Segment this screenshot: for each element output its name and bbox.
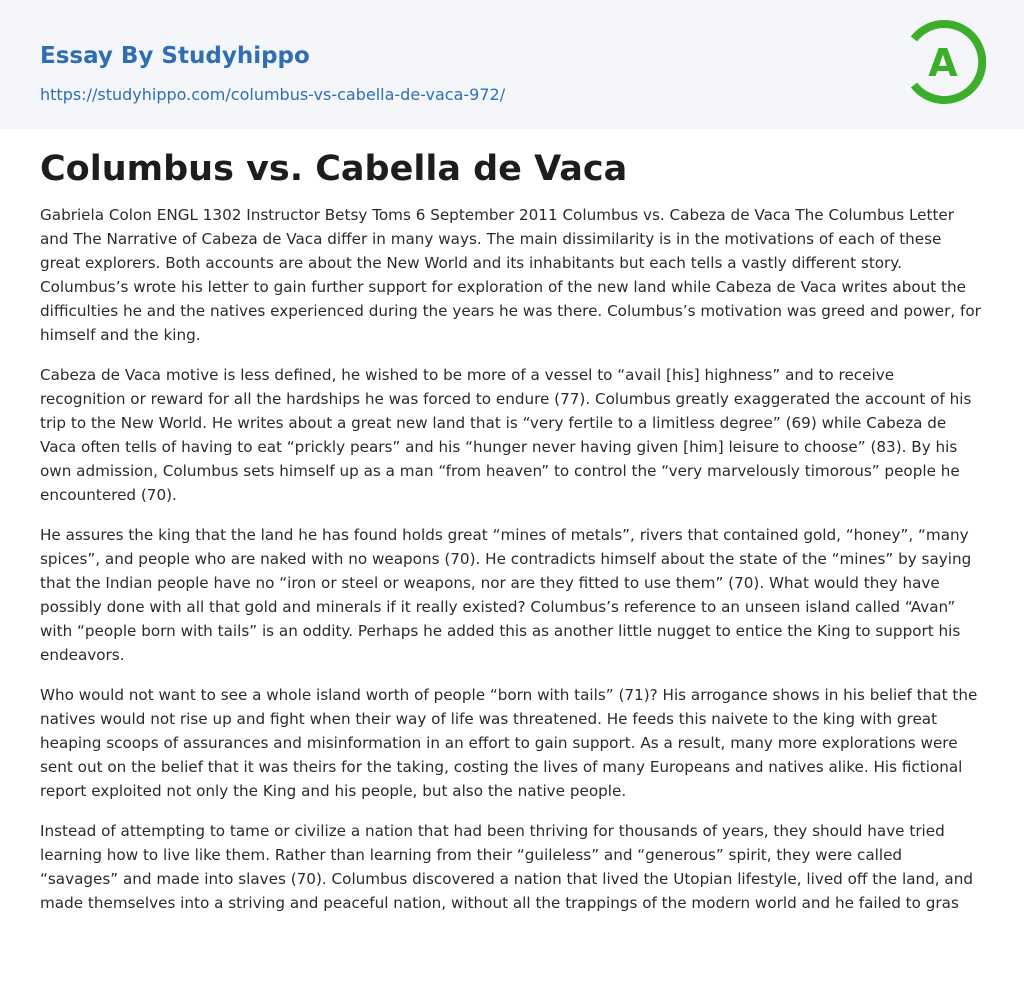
studyhippo-logo-icon[interactable]	[900, 19, 986, 105]
paragraph-4: Who would not want to see a whole island worth of people “born with tails” (71)? His arrogance shows in his belief that the natives would not rise up and fight when their way of life was threatened. He feeds this naivete to the king with great heaping scoops of assurances and misinformation in an effort to gain support. As a result, many more explorations were sent out on the belief that it was theirs for the taking, costing the lives of many Europeans and natives alike. His fictional report exploited not only the King and his people, but also the native people.	[40, 686, 978, 800]
paragraph-5: Instead of attempting to tame or civilize a nation that had been thriving for thousands of years, they should have tried learning how to live like them. Rather than learning from their “guileless” and “generous” spirit, they were called “savages” and made into slaves (70). Columbus discovered a nation that lived the Utopian lifestyle, lived off the land, and made themselves into a striving and peaceful nation, without all the trappings of the modern world and he failed to gras	[40, 822, 973, 912]
site-brand: Essay By Studyhippo	[40, 43, 310, 69]
article	[0, 147, 1024, 915]
article-title: Columbus vs. Cabella de Vaca	[40, 149, 628, 189]
paragraph-3: He assures the king that the land he has found holds great “mines of metals”, rivers that contained gold, “honey”, “many spices”, and people who are naked with no weapons (70). He contradicts himself about the state of the “mines” by saying that the Indian people have no “iron or steel or weapons, nor are they fitted to use them” (70). What would they have possibly done with all that gold and minerals if it really existed? Columbus’s reference to an unseen island called “Avan” with “people born with tails” is an oddity. Perhaps he added this as another little nugget to entice the King to support his endeavors.	[40, 526, 972, 664]
essay-url-link[interactable]: https://studyhippo.com/columbus-vs-cabella-de-vaca-972/	[40, 85, 506, 104]
paragraph-2: Cabeza de Vaca motive is less defined, he wished to be more of a vessel to “avail [his] highness” and to receive recognition or reward for all the hardships he was forced to endure (77). Columbus greatly exaggerated the account of his trip to the New World. He writes about a great new land that is “very fertile to a limitless degree” (69) while Cabeza de Vaca often tells of having to eat “prickly pears” and his “hunger never having given [him] leisure to choose” (83). By his own admission, Columbus sets himself up as a man “from heaven” to control the “very marvelously timorous” people he encountered (70).	[40, 366, 972, 504]
site-header	[0, 0, 1024, 129]
logo-letter: A	[928, 41, 958, 85]
paragraph-1: Gabriela Colon ENGL 1302 Instructor Betsy Toms 6 September 2011 Columbus vs. Cabeza de Vaca The Columbus Letter and The Narrative of Cabeza de Vaca differ in many ways. The main dissimilarity is in the motivations of each of these great explorers. Both accounts are about the New World and its inhabitants but each tells a vastly different story. Columbus’s wrote his letter to gain further support for exploration of the new land while Cabeza de Vaca writes about the difficulties he and the natives experienced during the years he was there. Columbus’s motivation was greed and power, for himself and the king.	[40, 206, 981, 344]
